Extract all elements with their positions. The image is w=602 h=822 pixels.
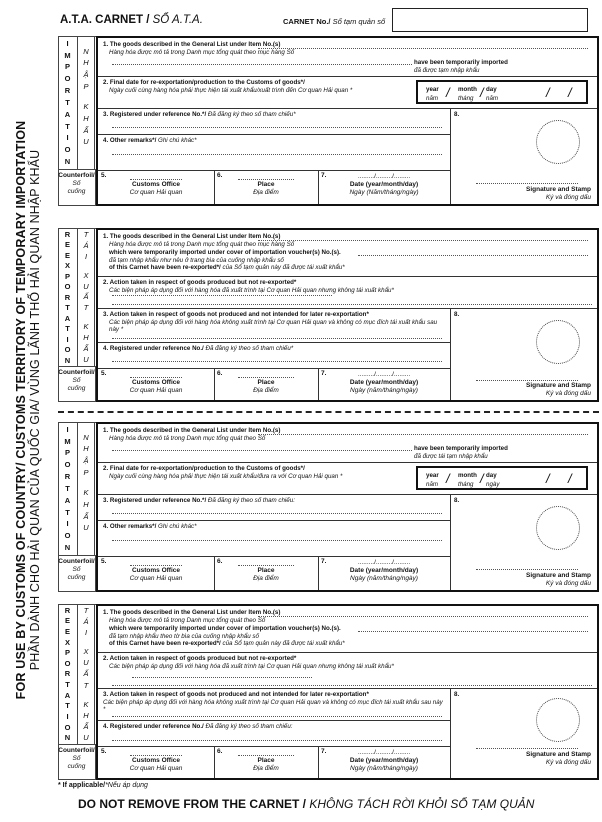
importation-main-area: 1. The goods described in the General List under Item No.(s) Hàng hóa được mô tả trong Danh mục tổng quát theo mục hàng Số have been temporarily imported đã được tạm nhập khẩu 2. Final date for re-exportation/production to the Customs of goods*/ Ngày cuối cùng hàng hóa phải thực hiện tái xuất khẩu/xuất trình đến Cơ quan Hải quan * year năm / month tháng / day năm / / 3. Registered under reference No.*/ Đã đăng ký theo số tham chiếu* 4. Other remarks*/ Ghi chú khác* 8. Signature and Stamp Ký và đóng dấu 5. Customs Office Cơ quan Hải quan 6. Place Địa điểm 7. ........./........./......... Date (year/month/day) Ngày (Năm/tháng/ngày) <box>96 36 599 206</box>
item-4-reference: 4. Registered under reference No./ Đã đăng ký theo số tham chiếu* <box>103 345 294 352</box>
place-fill-line[interactable] <box>238 377 294 378</box>
item-5-customs-office: 5. Customs Office Cơ quan Hải quan <box>101 370 183 394</box>
item-2-action-produced: 2. Action taken in respect of goods produced but not re-exported* Các biện pháp áp dụng đối với hàng hóa đã xuất trình tại Cơ quan Hải quan nhưng không tái xuất khẩu* <box>103 655 394 670</box>
signature-and-stamp: Signature and Stamp Ký và đóng dấu <box>525 382 591 397</box>
item-2-action-produced: 2. Action taken in respect of goods produced but not re-exported* Các biện pháp áp dụng đối với hàng hóa đã xuất trình tại Cơ quan Hải quan nhưng không tái xuất khẩu* <box>103 279 394 294</box>
importation-label-en: I M P O R T A T I O N <box>58 36 78 169</box>
item-7-date: 7. ........./........./......... Date (year/month/day) Ngày (năm/tháng/ngày) <box>321 370 419 394</box>
importation-label-vn: N H Ậ P K H Ẩ U <box>78 422 95 555</box>
place-fill-line[interactable] <box>238 565 294 566</box>
item-1-goods: 1. The goods described in the General List under Item No.(s) Hàng hóa được mô tả trong Danh mục tổng quát theo mục hàng Số <box>103 41 295 56</box>
reexportation-main-area: 1. The goods described in the General List under Item No.(s) Hàng hóa được mô tả trong Danh mục tổng quát theo Số which were temporarily imported under cover of importation voucher(s) No.(s). đã tạm nhập khẩu theo tờ bìa của cuống nhập khẩu số of this Carnet have been re-exported*/ của Sổ tạm quản này đã được tái xuất khẩu* 2. Action taken in respect of goods produced but not re-exported* Các biện pháp áp dụng đối với hàng hóa đã xuất trình tại Cơ quan Hải quan nhưng không tái xuất khẩu* 3. Action taken in respect of goods not produced and not intended for later re-exportation* Các biện pháp áp dụng đối với hàng hóa không xuất trình tại Cơ quan Hải quan và không có mục đích tái xuất khẩu sau này * 4. Registered under reference No./ Đã đăng ký theo số tham chiếu: 8. Signature and Stamp Ký và đóng dấu 5. Customs Office Cơ quan Hải quan 6. Place Địa điểm 7. ........./........./......... Date (year/month/day) Ngày (năm/tháng/ngày) <box>96 604 599 780</box>
item-2-fill-line[interactable] <box>112 295 332 296</box>
signature-and-stamp: Signature and Stamp Ký và đóng dấu <box>525 751 591 766</box>
item-5-customs-office: 5. Customs Office Cơ quan Hải quan <box>101 748 183 772</box>
item-3-fill-line[interactable] <box>112 127 442 128</box>
reexportation-label-vn: T Á I X U Ấ T K H Ẩ U <box>78 604 95 744</box>
item-5-customs-office: 5. Customs Office Cơ quan Hải quan <box>101 558 183 582</box>
item-1-goods: 1. The goods described in the General List under Item No.(s) Hàng hóa được mô tả trong Danh mục tổng quát theo mục hàng Số which were temporarily imported under cover of importation voucher(s) No.(s). đã tạm nhập khẩu như nêu ở trang bìa của cuống nhập khẩu số of this Carnet have been re-exported*/ của Sổ tạm quản này đã được tái xuất khẩu* <box>103 233 345 272</box>
item-5-customs-office: 5. Customs Office Cơ quan Hải quan <box>101 172 183 196</box>
counterfoil-label: Counterfoil/ Số cuống <box>58 555 96 592</box>
header <box>58 8 598 34</box>
item-7-date: 7. ........./........./......... Date (year/month/day) Ngày (Năm/tháng/ngày) <box>321 172 419 196</box>
item-1-fill-line[interactable] <box>258 48 588 49</box>
item-2-fill-line-2[interactable] <box>112 304 592 305</box>
voucher-no-fill-line[interactable] <box>358 255 588 256</box>
item-3-action-not-produced: 3. Action taken in respect of goods not produced and not intended for later re-exportation* Các biện pháp áp dụng đối với hàng hóa không xuất trình tại Cơ quan Hải quan và không có mục đích tái xuất khẩu sau này * <box>103 311 438 334</box>
item-6-place: 6. Place Địa điểm <box>217 748 279 772</box>
item-2-final-date: 2. Final date for re-exportation/production to the Customs of goods*/ Ngày cuối cùng hàng hóa phải thực hiện tái xuất khẩu/đưa ra với Cơ quan Hải quan * <box>103 465 343 480</box>
side-title-vn: PHẦN DÀNH CHO HẢI QUAN CỦA QUỐC GIA/ VÙNG LÃNH THỔ HẢI QUAN NHẬP KHẨU <box>28 149 42 671</box>
customs-office-fill-line[interactable] <box>130 377 182 378</box>
customs-office-fill-line[interactable] <box>130 565 182 566</box>
final-date-field[interactable]: year năm / month tháng / day năm / / <box>416 80 588 104</box>
stamp-circle <box>536 320 580 364</box>
item-4-fill-line[interactable] <box>112 361 442 362</box>
voucher-no-fill-line[interactable] <box>358 631 588 632</box>
stamp-circle <box>536 698 580 742</box>
reexportation-label-en: R E E X P O R T A T I O N <box>58 228 78 366</box>
place-fill-line[interactable] <box>238 755 294 756</box>
item-6-place: 6. Place Địa điểm <box>217 172 279 196</box>
side-vertical-title <box>0 30 56 790</box>
item-2-fill-line[interactable] <box>132 677 312 678</box>
item-2-final-date: 2. Final date for re-exportation/production to the Customs of goods*/ Ngày cuối cùng hàng hóa phải thực hiện tái xuất khẩu/xuất trình đến Cơ quan Hải quan * <box>103 79 353 94</box>
stamp-circle <box>536 120 580 164</box>
importation-label-vn: N H Ậ P K H Ẩ U <box>78 36 95 169</box>
counterfoil-label: Counterfoil/ Số cuống <box>58 744 96 780</box>
item-1-fill-line-2[interactable] <box>112 64 412 65</box>
item-2-fill-line-2[interactable] <box>112 685 592 686</box>
item-7-date: 7. ........./........./......... Date (year/month/day) Ngày (năm/tháng/ngày) <box>321 748 419 772</box>
item-1-fill-line-2[interactable] <box>112 450 412 451</box>
importation-label-en: I M P O R T A T I O N <box>58 422 78 555</box>
importation-voucher-2 <box>58 422 599 592</box>
item-4-fill-line[interactable] <box>112 740 442 741</box>
item-4-fill-line[interactable] <box>112 540 442 541</box>
document-title: A.T.A. CARNET / SỔ A.T.A. <box>60 14 203 26</box>
counterfoil-label: Counterfoil/ Số cuống <box>58 169 96 206</box>
do-not-remove-banner: DO NOT REMOVE FROM THE CARNET / KHÔNG TÁCH RỜI KHỎI SỔ TẠM QUẢN <box>78 797 535 811</box>
footnote-if-applicable: * If applicable/*Nếu áp dụng <box>58 782 148 789</box>
item-1-goods: 1. The goods described in the General List under Item No.(s) Hàng hóa được mô tả trong Danh mục tổng quát theo Số <box>103 427 281 442</box>
item-1-fill-line[interactable] <box>258 434 588 435</box>
carnet-no-label: CARNET No./ Sổ tạm quản số <box>283 17 386 26</box>
stamp-circle <box>536 506 580 550</box>
side-title-en: FOR USE BY CUSTOMS OF COUNTRY/ CUSTOMS TERRITORY OF TEMPORARY IMPORTATION <box>14 120 28 700</box>
reexportation-main-area: 1. The goods described in the General List under Item No.(s) Hàng hóa được mô tả trong Danh mục tổng quát theo mục hàng Số which were temporarily imported under cover of importation voucher(s) No.(s). đã tạm nhập khẩu như nêu ở trang bìa của cuống nhập khẩu số of this Carnet have been re-exported*/ của Sổ tạm quản này đã được tái xuất khẩu* 2. Action taken in respect of goods produced but not re-exported* Các biện pháp áp dụng đối với hàng hóa đã xuất trình tại Cơ quan Hải quan nhưng không tái xuất khẩu* 3. Action taken in respect of goods not produced and not intended for later re-exportation* Các biện pháp áp dụng đối với hàng hóa không xuất trình tại Cơ quan Hải quan và không có mục đích tái xuất khẩu sau này * 4. Registered under reference No./ Đã đăng ký theo số tham chiếu* 8. Signature and Stamp Ký và đóng dấu 5. Customs Office Cơ quan Hải quan 6. Place Địa điểm 7. ........./........./......... Date (year/month/day) Ngày (năm/tháng/ngày) <box>96 228 599 402</box>
item-3-action-not-produced: 3. Action taken in respect of goods not produced and not intended for later re-exportation* Các biện pháp áp dụng đối với hàng hóa không xuất trình tại Cơ quan Hải quan và không có mục đích tái xuất khẩu sau này * <box>103 691 443 714</box>
item-4-remarks: 4. Other remarks*/ Ghi chú khác* <box>103 523 197 530</box>
signature-and-stamp: Signature and Stamp Ký và đóng dấu <box>525 186 591 201</box>
customs-office-fill-line[interactable] <box>130 755 182 756</box>
reexportation-voucher-2 <box>58 604 599 780</box>
item-7-date: 7. ........./........./......... Date (year/month/day) Ngày (năm/tháng/ngày) <box>321 558 419 582</box>
item-3-fill-line[interactable] <box>112 716 442 717</box>
place-fill-line[interactable] <box>238 179 294 180</box>
item-1-tail: have been temporarily imported đã được tạm nhập khẩu <box>414 59 508 74</box>
item-3-fill-line[interactable] <box>112 513 442 514</box>
signature-and-stamp: Signature and Stamp Ký và đóng dấu <box>525 572 591 587</box>
item-1-tail: have been temporarily imported đã được tái tạm nhập khẩu <box>414 445 508 460</box>
reexportation-label-en: R E E X P O R T A T I O N <box>58 604 78 744</box>
customs-office-fill-line[interactable] <box>130 179 182 180</box>
signature-line[interactable] <box>476 569 578 570</box>
item-1-fill-line[interactable] <box>258 240 588 241</box>
reexportation-voucher-1 <box>58 228 599 402</box>
item-4-remarks: 4. Other remarks*/ Ghi chú khác* <box>103 137 197 144</box>
item-4-reference: 4. Registered under reference No./ Đã đăng ký theo số tham chiếu: <box>103 723 293 730</box>
signature-line[interactable] <box>476 748 578 749</box>
item-3-reference: 3. Registered under reference No.*/ Đã đăng ký theo số tham chiếu: <box>103 497 295 504</box>
carnet-no-field[interactable] <box>392 8 588 32</box>
final-date-field[interactable]: year năm / month tháng / day ngày / / <box>416 466 588 490</box>
item-1-goods: 1. The goods described in the General List under Item No.(s) Hàng hóa được mô tả trong Danh mục tổng quát theo Số which were temporarily imported under cover of importation voucher(s) No.(s). đã tạm nhập khẩu theo tờ bìa của cuống nhập khẩu số of this Carnet have been re-exported*/ của Sổ tạm quản này đã được tái xuất khẩu* <box>103 609 345 648</box>
item-3-reference: 3. Registered under reference No.*/ Đã đăng ký theo số tham chiếu* <box>103 111 296 118</box>
signature-line[interactable] <box>476 380 578 381</box>
signature-line[interactable] <box>476 183 578 184</box>
importation-main-area: 1. The goods described in the General List under Item No.(s) Hàng hóa được mô tả trong Danh mục tổng quát theo Số have been temporarily imported đã được tái tạm nhập khẩu 2. Final date for re-exportation/production to the Customs of goods*/ Ngày cuối cùng hàng hóa phải thực hiện tái xuất khẩu/đưa ra với Cơ quan Hải quan * year năm / month tháng / day ngày / / 3. Registered under reference No.*/ Đã đăng ký theo số tham chiếu: 4. Other remarks*/ Ghi chú khác* 8. Signature and Stamp Ký và đóng dấu 5. Customs Office Cơ quan Hải quan 6. Place Địa điểm 7. ........./........./......... Date (year/month/day) Ngày (năm/tháng/ngày) <box>96 422 599 592</box>
item-4-fill-line[interactable] <box>112 154 442 155</box>
item-6-place: 6. Place Địa điểm <box>217 370 279 394</box>
item-1-fill-line[interactable] <box>258 616 588 617</box>
item-3-fill-line[interactable] <box>112 338 442 339</box>
cut-line-separator <box>58 411 599 413</box>
importation-voucher-1 <box>58 36 599 206</box>
reexportation-label-vn: T Á I X U Ấ T K H Ẩ U <box>78 228 95 366</box>
counterfoil-label: Counterfoil/ Số cuống <box>58 366 96 402</box>
item-6-place: 6. Place Địa điểm <box>217 558 279 582</box>
